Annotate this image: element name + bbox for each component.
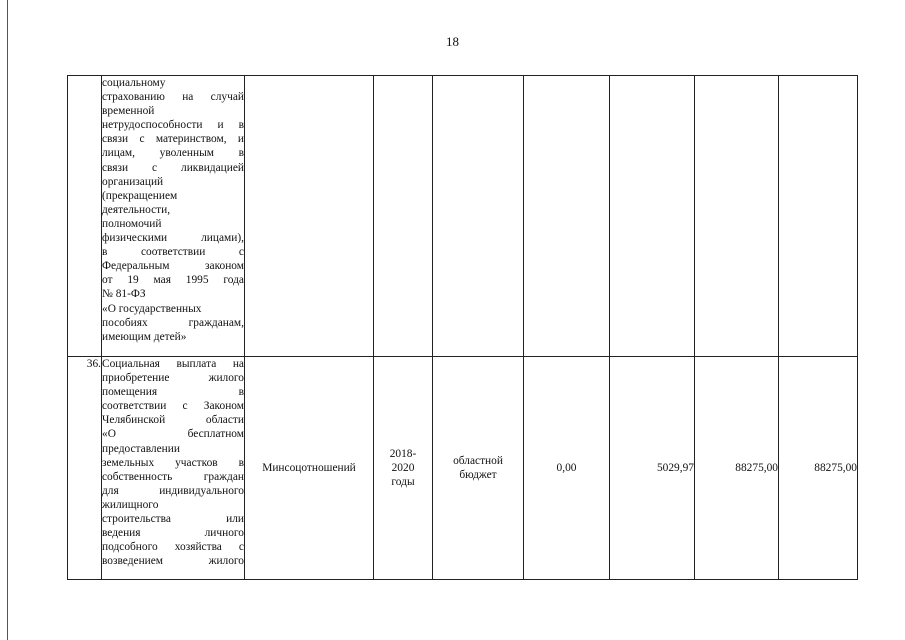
funding-source-cell — [433, 357, 524, 580]
text-line: Челябинской области — [102, 414, 244, 427]
text-line: временной — [102, 105, 155, 118]
text-line: жилищного — [102, 498, 159, 511]
text-line: в соответствии с — [102, 246, 244, 259]
text-line: связи с ликвидацией — [102, 161, 244, 174]
text-line: лицам, уволенным в — [102, 147, 244, 160]
text-line: собственность граждан — [102, 470, 244, 483]
table-row — [68, 357, 858, 580]
measure-description — [102, 76, 245, 357]
text-line: 2018- — [389, 447, 417, 460]
text-line: нетрудоспособности и в — [102, 119, 244, 132]
funding-source-cell — [433, 76, 524, 357]
row-number — [68, 76, 102, 357]
text-line: полномочий — [102, 217, 162, 230]
text-line: № 81-ФЗ — [102, 288, 146, 301]
text-line: Социальная выплата на — [102, 358, 244, 370]
text-line: подсобного хозяйства с — [102, 541, 244, 554]
text-line: физическими лицами), — [102, 232, 244, 245]
amount-cell-2: 5029,97 — [610, 357, 695, 580]
text-line: ведения личного — [102, 527, 244, 540]
text-line: имеющим детей» — [102, 330, 187, 343]
amount-cell-1: 0,00 — [524, 357, 610, 580]
text-line: (прекращением — [102, 189, 178, 202]
program-measures-table — [67, 75, 858, 580]
amount-cell-4: 88275,00 — [779, 357, 858, 580]
table-row — [68, 76, 858, 357]
text-line: страхованию на случай — [102, 91, 244, 104]
amount-cell-3: 88275,00 — [695, 357, 779, 580]
amount-cell-1 — [524, 76, 610, 357]
text-line: «О государственных — [102, 302, 202, 315]
text-line: «О бесплатном — [102, 428, 244, 441]
period-cell — [374, 76, 433, 357]
text-line: социальному — [102, 77, 166, 89]
page-number: 18 — [446, 34, 459, 49]
text-line: помещения в — [102, 386, 244, 399]
executor-cell: Минсоцотношений — [245, 357, 374, 580]
amount-cell-4 — [779, 76, 858, 357]
row-number: 36. — [68, 357, 102, 580]
text-line: земельных участков в — [102, 456, 244, 469]
text-line: строительства или — [102, 513, 244, 526]
text-line: 2020 — [391, 461, 415, 474]
page-left-edge-line — [7, 0, 8, 640]
text-line: связи с материнством, и — [102, 133, 244, 146]
executor-cell — [245, 76, 374, 357]
text-line: от 19 мая 1995 года — [102, 274, 244, 287]
text-line: для индивидуального — [102, 484, 244, 497]
text-line: предоставлении — [102, 442, 180, 455]
amount-cell-3 — [695, 76, 779, 357]
text-line: пособиях гражданам, — [102, 316, 244, 329]
text-line: организаций — [102, 175, 164, 188]
text-line: деятельности, — [102, 203, 171, 216]
text-line: годы — [391, 476, 415, 489]
text-line: приобретение жилого — [102, 372, 244, 385]
measure-description — [102, 357, 245, 580]
amount-cell-2 — [610, 76, 695, 357]
text-line: возведением жилого — [102, 555, 244, 568]
text-line: бюджет — [459, 469, 497, 481]
period-cell — [374, 357, 433, 580]
text-line: областной — [453, 454, 503, 467]
text-line: Федеральным законом — [102, 260, 244, 273]
text-line: соответствии с Законом — [102, 400, 244, 413]
